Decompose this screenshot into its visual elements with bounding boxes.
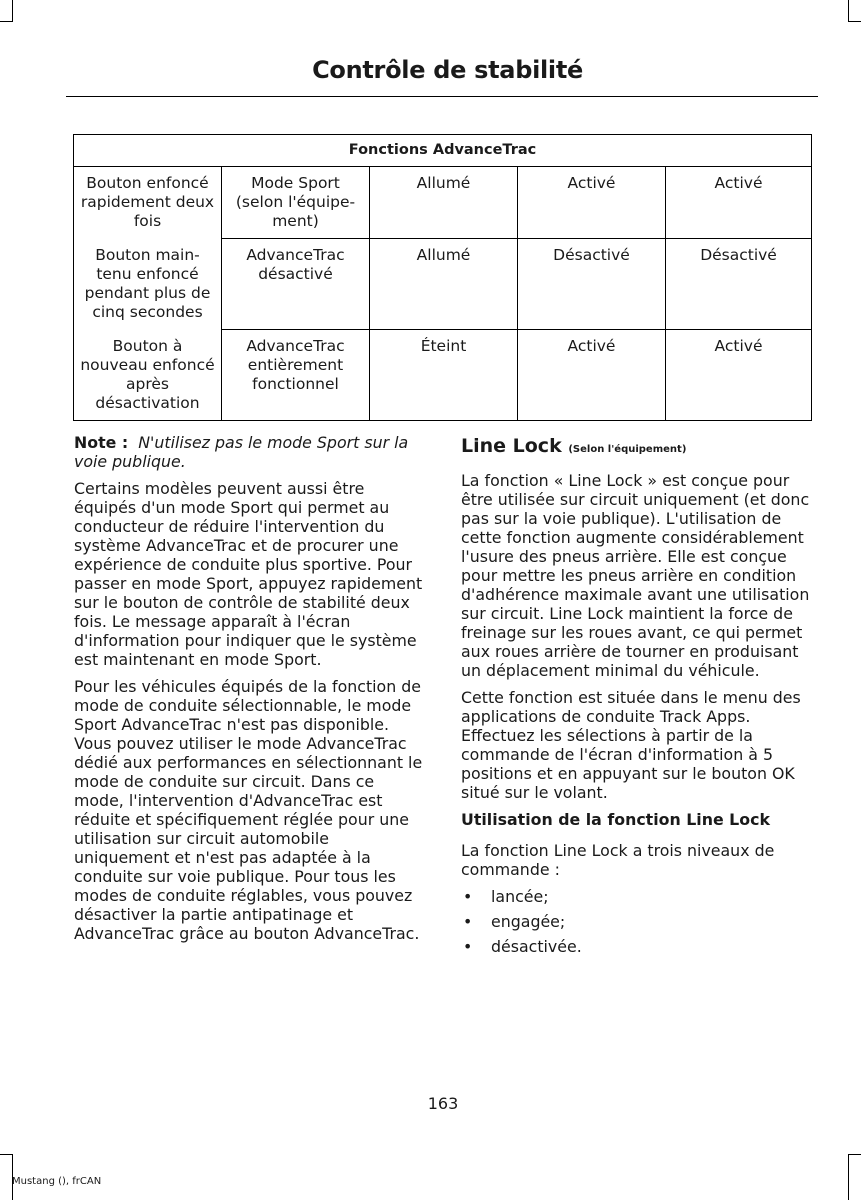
bullet: • bbox=[463, 912, 473, 931]
table-cell: Mode Sport (selon l'équipe- ment) bbox=[222, 167, 370, 239]
paragraph: La fonction Line Lock a trois niveaux de commande : bbox=[461, 841, 775, 879]
list-item-text: désactivée. bbox=[491, 937, 582, 956]
list-item bbox=[461, 887, 815, 906]
list-item-text: lancée; bbox=[491, 887, 549, 906]
table-cell: Activé bbox=[666, 330, 812, 421]
crop-mark bbox=[12, 0, 13, 22]
table-cell: Désactivé bbox=[666, 239, 812, 330]
table-cell: Bouton enfoncé rapidement deux fois bbox=[74, 167, 222, 239]
paragraph: Pour les véhicules équipés de la fonction de mode de conduite sélectionnable, le mode Sport AdvanceTrac n'est pas disponible. Vous pouvez utiliser le mode AdvanceTrac dédié aux performances en sélectionnant le mode de conduite sur circuit. Dans ce mode, l'intervention d'AdvanceTrac est réduite et spécifiquement réglée pour une utilisation sur circuit automobile uniquement et n'est pas adaptée à la conduite sur voie publique. Pour tous les modes de conduite réglables, vous pouvez désactiver la partie antipatinage et AdvanceTrac grâce au bouton AdvanceTrac. bbox=[74, 677, 423, 943]
table-cell: Activé bbox=[518, 167, 666, 239]
paragraph: La fonction « Line Lock » est conçue pour être utilisée sur circuit uniquement (et donc pas sur la voie publique). L'utilisation de cette fonction augmente considérablement l'usure des pneus arrière. Elle est conçue pour mettre les pneus arrière en condition d'adhérence maximale avant une utilisation sur circuit. Line Lock maintient la force de freinage sur les roues avant, ce qui permet aux roues arrière de tourner en produisant un déplacement minimal du véhicule. bbox=[461, 471, 810, 680]
bullet-list bbox=[461, 887, 815, 956]
table-cell: Éteint bbox=[370, 330, 518, 421]
table-row bbox=[74, 330, 812, 421]
footer-text: Mustang (), frCAN bbox=[12, 1176, 102, 1187]
table-cell: Activé bbox=[518, 330, 666, 421]
left-column bbox=[74, 433, 426, 951]
crop-mark bbox=[0, 21, 13, 22]
crop-mark bbox=[0, 1154, 13, 1155]
crop-mark bbox=[848, 1154, 849, 1200]
paragraph: Cette fonction est située dans le menu des applications de conduite Track Apps. Effectuez les sélections à partir de la commande de l'écran d'information à 5 positions et en appuyant sur le bouton OK situé sur le volant. bbox=[461, 688, 801, 802]
page-number: 163 bbox=[427, 1094, 459, 1113]
title-rule bbox=[66, 96, 818, 97]
list-item-text: engagée; bbox=[491, 912, 566, 931]
crop-mark bbox=[848, 21, 861, 22]
crop-mark bbox=[848, 1154, 861, 1155]
table-cell: Désactivé bbox=[518, 239, 666, 330]
crop-mark bbox=[848, 0, 849, 22]
table-cell: Activé bbox=[666, 167, 812, 239]
list-item bbox=[461, 912, 815, 931]
page-title: Contrôle de stabilité bbox=[312, 56, 583, 84]
right-column bbox=[461, 437, 815, 962]
section-heading-note: (Selon l'équipement) bbox=[568, 444, 687, 455]
table-row bbox=[74, 167, 812, 239]
table-cell: Bouton main- tenu enfoncé pendant plus de cinq secondes bbox=[74, 239, 222, 330]
section-heading-text: Line Lock bbox=[461, 435, 562, 457]
advancetrac-table bbox=[73, 134, 812, 421]
table-cell: Allumé bbox=[370, 167, 518, 239]
list-item bbox=[461, 937, 815, 956]
table-row bbox=[74, 239, 812, 330]
table-cell: Allumé bbox=[370, 239, 518, 330]
bullet: • bbox=[463, 887, 473, 906]
note-text: N'utilisez pas le mode Sport sur la voie publique. bbox=[74, 433, 409, 471]
table-header: Fonctions AdvanceTrac bbox=[74, 135, 812, 167]
table-cell: AdvanceTrac désactivé bbox=[222, 239, 370, 330]
table-cell: AdvanceTrac entièrement fonctionnel bbox=[222, 330, 370, 421]
note bbox=[74, 433, 426, 471]
paragraph: Certains modèles peuvent aussi être équipés d'un mode Sport qui permet au conducteur de réduire l'intervention du système AdvanceTrac et de procurer une expérience de conduite plus sportive. Pour passer en mode Sport, appuyez rapidement sur le bouton de contrôle de stabilité deux fois. Le message apparaît à l'écran d'information pour indiquer que le système est maintenant en mode Sport. bbox=[74, 479, 423, 669]
note-label: Note : bbox=[74, 433, 129, 452]
section-heading bbox=[461, 437, 815, 459]
subheading: Utilisation de la fonction Line Lock bbox=[461, 810, 770, 829]
table-cell: Bouton à nouveau enfoncé après désactivation bbox=[74, 330, 222, 421]
bullet: • bbox=[463, 937, 473, 956]
